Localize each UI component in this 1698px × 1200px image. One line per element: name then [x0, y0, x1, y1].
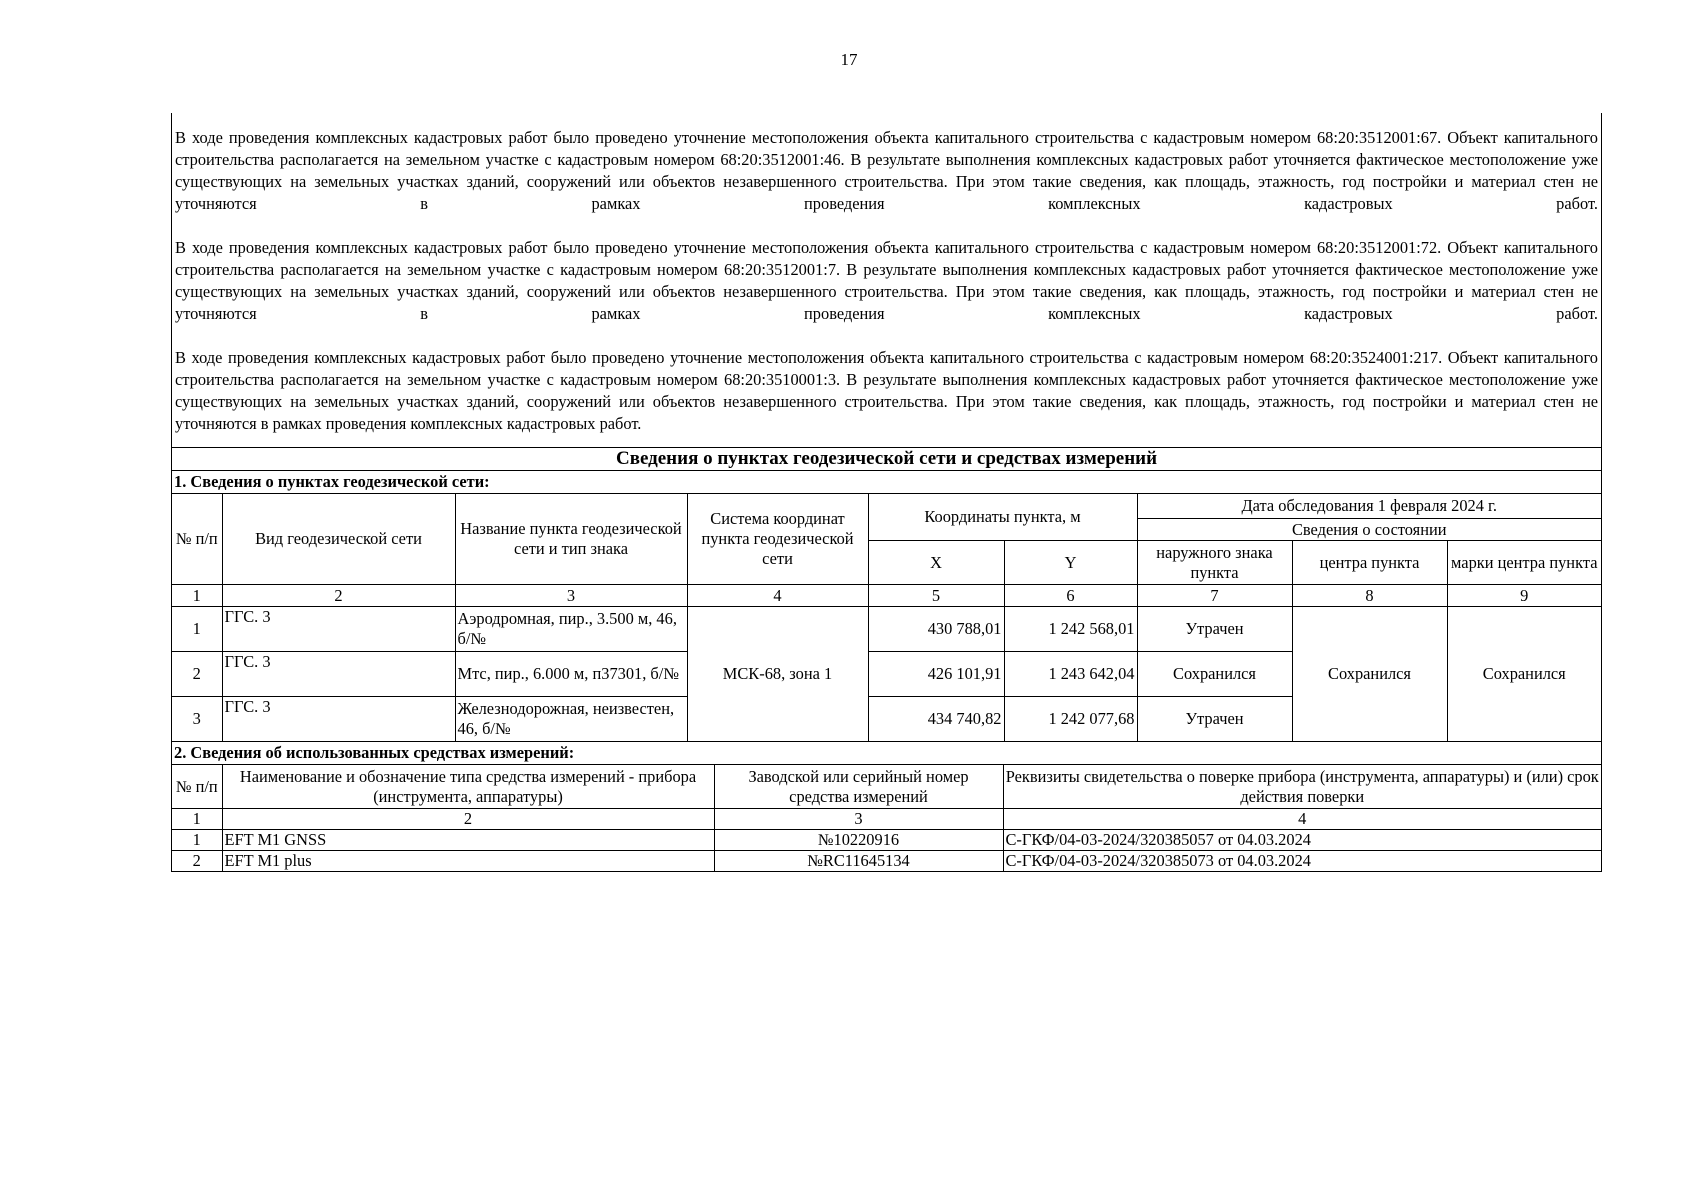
row-num: 2: [172, 652, 222, 697]
col-number: 2: [222, 585, 455, 607]
inst-row-cert: С-ГКФ/04-03-2024/320385057 от 04.03.2024: [1003, 830, 1601, 851]
header-network-type: Вид геодезической сети: [222, 494, 455, 585]
paragraph: В ходе проведения комплексных кадастровых работ было проведено уточнение местоположения объекта капитального строительства с кадастровым номером 68:20:3512001:72. Объект капитального строительства располагается на земельном участке с кадастровым номером 68:20:3512001:7. В результате выполнения комплексных кадастровых работ уточняется фактическое местоположение уже существующих на земельных участках зданий, сооружений или объектов незавершенного строительства. При этом такие сведения, как площадь, этажность, год постройки и материал стен не уточняются в рамках проведения комплексных кадастровых работ.: [175, 238, 1598, 323]
col-number: 4: [687, 585, 868, 607]
paragraph: В ходе проведения комплексных кадастровых работ было проведено уточнение местоположения объекта капитального строительства с кадастровым номером 68:20:3524001:217. Объект капитального строительства располагается на земельном участке с кадастровым номером 68:20:3510001:3. В результате выполнения комплексных кадастровых работ уточняется фактическое местоположение уже существующих на земельных участках зданий, сооружений или объектов незавершенного строительства. При этом такие сведения, как площадь, этажность, год постройки и материал стен не уточняются в рамках проведения комплексных кадастровых работ.: [175, 348, 1598, 433]
row-x: 430 788,01: [868, 607, 1004, 652]
coord-system-value: МСК-68, зона 1: [687, 607, 868, 742]
row-outer-state: Утрачен: [1137, 697, 1292, 742]
inst-row-cert: С-ГКФ/04-03-2024/320385073 от 04.03.2024: [1003, 851, 1601, 872]
inst-row-num: 1: [172, 830, 222, 851]
row-x: 426 101,91: [868, 652, 1004, 697]
inst-row-num: 2: [172, 851, 222, 872]
geodetic-table: [172, 447, 1601, 742]
row-network-type: ГГС. 3: [222, 607, 455, 652]
geodetic-subtitle: 1. Сведения о пунктах геодезической сети:: [172, 471, 1601, 494]
row-outer-state: Утрачен: [1137, 607, 1292, 652]
paragraph: В ходе проведения комплексных кадастровых работ было проведено уточнение местоположения объекта капитального строительства с кадастровым номером 68:20:3512001:67. Объект капитального строительства располагается на земельном участке с кадастровым номером 68:20:3512001:46. В результате выполнения комплексных кадастровых работ уточняется фактическое местоположение уже существующих на земельных участках зданий, сооружений или объектов незавершенного строительства. При этом такие сведения, как площадь, этажность, год постройки и материал стен не уточняются в рамках проведения комплексных кадастровых работ.: [175, 128, 1598, 213]
instruments-subtitle: 2. Сведения об использованных средствах измерений:: [172, 742, 1601, 765]
header-survey-date: Дата обследования 1 февраля 2024 г.: [1137, 494, 1601, 519]
col-number: 1: [172, 585, 222, 607]
row-y: 1 242 568,01: [1004, 607, 1137, 652]
instruments-table: [172, 741, 1601, 872]
col-number: 6: [1004, 585, 1137, 607]
row-num: 1: [172, 607, 222, 652]
header-state-info: Сведения о состоянии: [1137, 519, 1601, 541]
col-number: 7: [1137, 585, 1292, 607]
inst-row-serial: №RC11645134: [714, 851, 1003, 872]
inst-header-cert: Реквизиты свидетельства о поверке прибора (инструмента, аппаратуры) и (или) срок действия поверки: [1003, 765, 1601, 809]
section-title: Сведения о пунктах геодезической сети и средствах измерений: [172, 448, 1601, 471]
table-row: [172, 607, 1601, 652]
mark-state: Сохранился: [1447, 607, 1601, 742]
col-number: 3: [455, 585, 687, 607]
table-row: [172, 830, 1601, 851]
header-x: X: [868, 541, 1004, 585]
col-number: 5: [868, 585, 1004, 607]
header-coords: Координаты пункта, м: [868, 494, 1137, 541]
col-number: 4: [1003, 809, 1601, 830]
row-y: 1 243 642,04: [1004, 652, 1137, 697]
row-network-type: ГГС. 3: [222, 652, 455, 697]
paragraphs-block: [172, 113, 1601, 447]
inst-header-serial: Заводской или серийный номер средства измерений: [714, 765, 1003, 809]
header-outer-sign: наружного знака пункта: [1137, 541, 1292, 585]
row-y: 1 242 077,68: [1004, 697, 1137, 742]
row-point-name: Аэродромная, пир., 3.500 м, 46, б/№: [455, 607, 687, 652]
document-frame: [171, 113, 1602, 872]
row-num: 3: [172, 697, 222, 742]
header-y: Y: [1004, 541, 1137, 585]
header-center-mark: марки центра пункта: [1447, 541, 1601, 585]
header-point-center: центра пункта: [1292, 541, 1447, 585]
header-num: № п/п: [172, 494, 222, 585]
row-point-name: Мтс, пир., 6.000 м, п37301, б/№: [455, 652, 687, 697]
inst-row-name: EFT M1 GNSS: [222, 830, 714, 851]
inst-header-name: Наименование и обозначение типа средства измерений - прибора (инструмента, аппаратуры): [222, 765, 714, 809]
page-number: 17: [840, 50, 858, 69]
inst-header-num: № п/п: [172, 765, 222, 809]
col-number: 3: [714, 809, 1003, 830]
row-outer-state: Сохранился: [1137, 652, 1292, 697]
row-network-type: ГГС. 3: [222, 697, 455, 742]
col-number: 8: [1292, 585, 1447, 607]
col-number: 1: [172, 809, 222, 830]
center-state: Сохранился: [1292, 607, 1447, 742]
inst-row-serial: №10220916: [714, 830, 1003, 851]
row-x: 434 740,82: [868, 697, 1004, 742]
row-point-name: Железнодорожная, неизвестен, 46, б/№: [455, 697, 687, 742]
header-coord-system: Система координат пункта геодезической сети: [687, 494, 868, 585]
col-number: 9: [1447, 585, 1601, 607]
inst-row-name: EFT M1 plus: [222, 851, 714, 872]
header-point-name: Название пункта геодезической сети и тип знака: [455, 494, 687, 585]
table-row: [172, 851, 1601, 872]
col-number: 2: [222, 809, 714, 830]
